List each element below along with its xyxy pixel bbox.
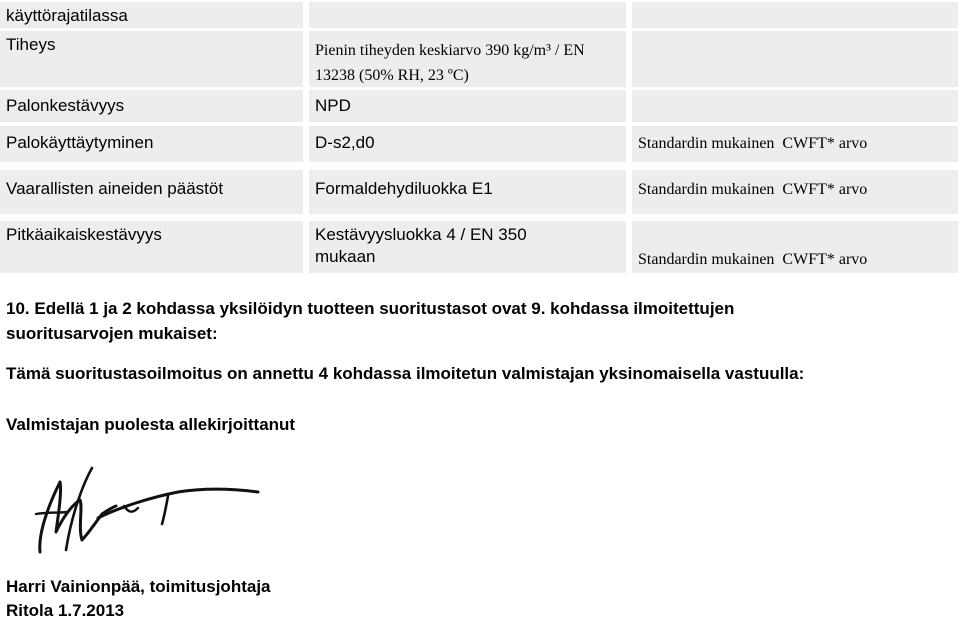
- property-label: Palonkestävyys: [6, 96, 125, 115]
- property-label: Palokäyttäytyminen: [6, 133, 154, 152]
- value-label: Pienin tiheyden keskiarvo 390 kg/m³ / EN 13238 (50% RH, 23 ºC): [315, 42, 585, 84]
- table-cell-property: [0, 221, 303, 273]
- place-date: Ritola 1.7.2013: [6, 601, 125, 620]
- value-label: Kestävyysluokka 4 / EN 350 mukaan: [315, 225, 527, 266]
- table-cell-property: [0, 31, 303, 87]
- property-label: Pitkäaikaiskestävyys: [6, 225, 162, 244]
- section-10-text: 10. Edellä 1 ja 2 kohdassa yksilöidyn tuotteen suoritustasot ovat 9. kohdassa ilmoitettujen suoritusarvojen mukaiset:: [6, 299, 735, 343]
- table-header-cell-empty: [309, 2, 626, 28]
- table-header-cell: [0, 2, 303, 28]
- table-cell-value: [309, 221, 626, 273]
- table-cell-standard: [632, 221, 958, 273]
- table-cell-value: [309, 126, 626, 162]
- table-cell-value: [309, 90, 626, 122]
- value-label: NPD: [315, 96, 351, 115]
- value-label: D-s2,d0: [315, 133, 375, 152]
- table-cell-standard: [632, 90, 958, 122]
- property-label: Tiheys: [6, 35, 56, 54]
- table-cell-standard: [632, 170, 958, 214]
- value-label: Formaldehydiluokka E1: [315, 179, 493, 198]
- responsibility-statement: Tämä suoritustasoilmoitus on annettu 4 kohdassa ilmoitetun valmistajan yksinomaisella vastuulla:: [6, 364, 805, 383]
- standard-label: Standardin mukainen CWFT* arvo: [638, 181, 868, 198]
- property-label: Vaarallisten aineiden päästöt: [6, 179, 224, 198]
- signature-image: [28, 462, 268, 562]
- table-cell-property: [0, 170, 303, 214]
- header-fragment: käyttörajatilassa: [6, 6, 128, 25]
- signed-on-behalf-label: Valmistajan puolesta allekirjoittanut: [6, 415, 296, 434]
- table-cell-property: [0, 90, 303, 122]
- standard-label: Standardin mukainen CWFT* arvo: [638, 135, 868, 152]
- table-cell-value: [309, 31, 626, 87]
- table-cell-value: [309, 170, 626, 214]
- table-cell-property: [0, 126, 303, 162]
- standard-label: Standardin mukainen CWFT* arvo: [638, 251, 868, 268]
- table-header-cell-empty: [632, 2, 958, 28]
- signer-name: Harri Vainionpää, toimitusjohtaja: [6, 577, 271, 596]
- table-cell-standard: [632, 126, 958, 162]
- table-cell-standard: [632, 31, 958, 87]
